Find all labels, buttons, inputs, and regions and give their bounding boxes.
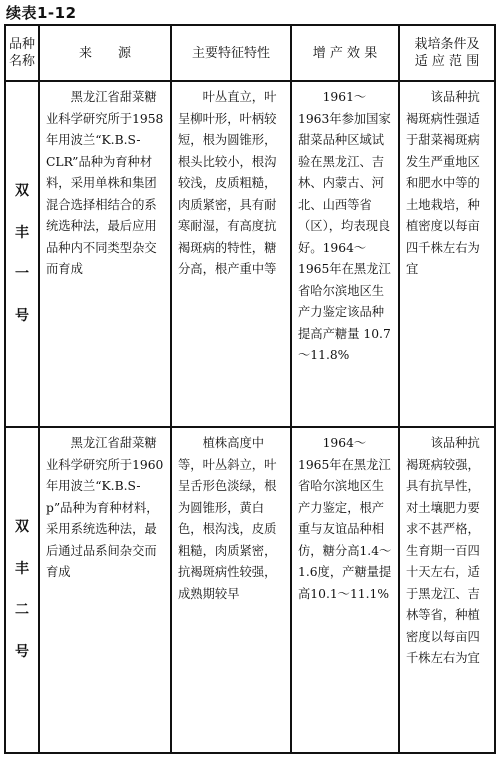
variety-name-char: 丰 <box>15 224 29 241</box>
variety-name-char: 二 <box>15 602 29 618</box>
conditions-cell: 该品种抗褐斑病性强适于甜菜褐斑病发生严重地区和肥水中等的土地栽培，种植密度以每亩四千株左右为宜 <box>399 81 495 427</box>
variety-name-char: 双 <box>15 183 29 199</box>
table-caption: 续表1-12 <box>6 4 77 22</box>
header-row <box>5 25 495 81</box>
variety-name-char: 双 <box>15 519 29 535</box>
yield-cell: 1961～1963年参加国家甜菜品种区域试验在黑龙江、吉林、内蒙古、河北、山西等省（区），均表现良好。1964～1965年在黑龙江省哈尔滨地区生产力鉴定该品种提高产糖量 10.7 ～11.8% <box>291 81 399 427</box>
table-row <box>5 81 495 427</box>
source-cell: 黑龙江省甜菜糖业科学研究所于1958年用波兰“K.B.S-CLR”品种为育种材料，采用单株和集团混合选择相结合的系统选种法，最后应用品种内不同类型杂交而育成 <box>39 81 171 427</box>
header-yield: 增 产 效 果 <box>291 25 399 81</box>
variety-name-char: 丰 <box>15 560 29 577</box>
variety-name-char: 号 <box>15 643 29 660</box>
variety-table <box>4 24 496 754</box>
header-variety-name <box>5 25 39 81</box>
source-cell: 黑龙江省甜菜糖业科学研究所于1960年用波兰“K.B.S-p”品种为育种材料，采用系统选种法，最后通过品系间杂交而育成 <box>39 427 171 753</box>
header-conditions <box>399 25 495 81</box>
traits-cell: 植株高度中等，叶丛斜立，叶呈舌形色淡绿，根为圆锥形，黄白色，根沟浅，皮质粗糙，肉质紧密，抗褐斑病性较强，成熟期较早 <box>171 427 291 753</box>
header-variety-name-line2: 名称 <box>8 54 35 69</box>
variety-name-cell <box>5 81 39 427</box>
yield-cell: 1964～1965年在黑龙江省哈尔滨地区生产力鉴定，根产重与友谊品种相仿，糖分高1.4～1.6度，产糖量提高10.1～11.1% <box>291 427 399 753</box>
header-source: 来 源 <box>39 25 171 81</box>
header-conditions-line2: 适 应 范 围 <box>414 54 480 69</box>
conditions-cell: 该品种抗褐斑病较强，具有抗旱性，对土壤肥力要求不甚严格，生育期一百四十天左右，适于黑龙江、吉林等省，种植密度以每亩四千株左右为宜 <box>399 427 495 753</box>
header-traits: 主要特征特性 <box>171 25 291 81</box>
header-conditions-line1: 栽培条件及 <box>414 37 480 52</box>
variety-name-cell <box>5 427 39 753</box>
variety-name-char: 号 <box>15 307 29 324</box>
variety-name-char: 一 <box>15 266 29 282</box>
traits-cell: 叶丛直立，叶呈柳叶形，叶柄较短，根为圆锥形，根头比较小，根沟较浅，皮质粗糙，肉质紧密，具有耐寒耐湿，有高度抗褐斑病的特性，糖分高，根产重中等 <box>171 81 291 427</box>
header-variety-name-line1: 品种 <box>8 37 35 52</box>
table-row <box>5 427 495 753</box>
